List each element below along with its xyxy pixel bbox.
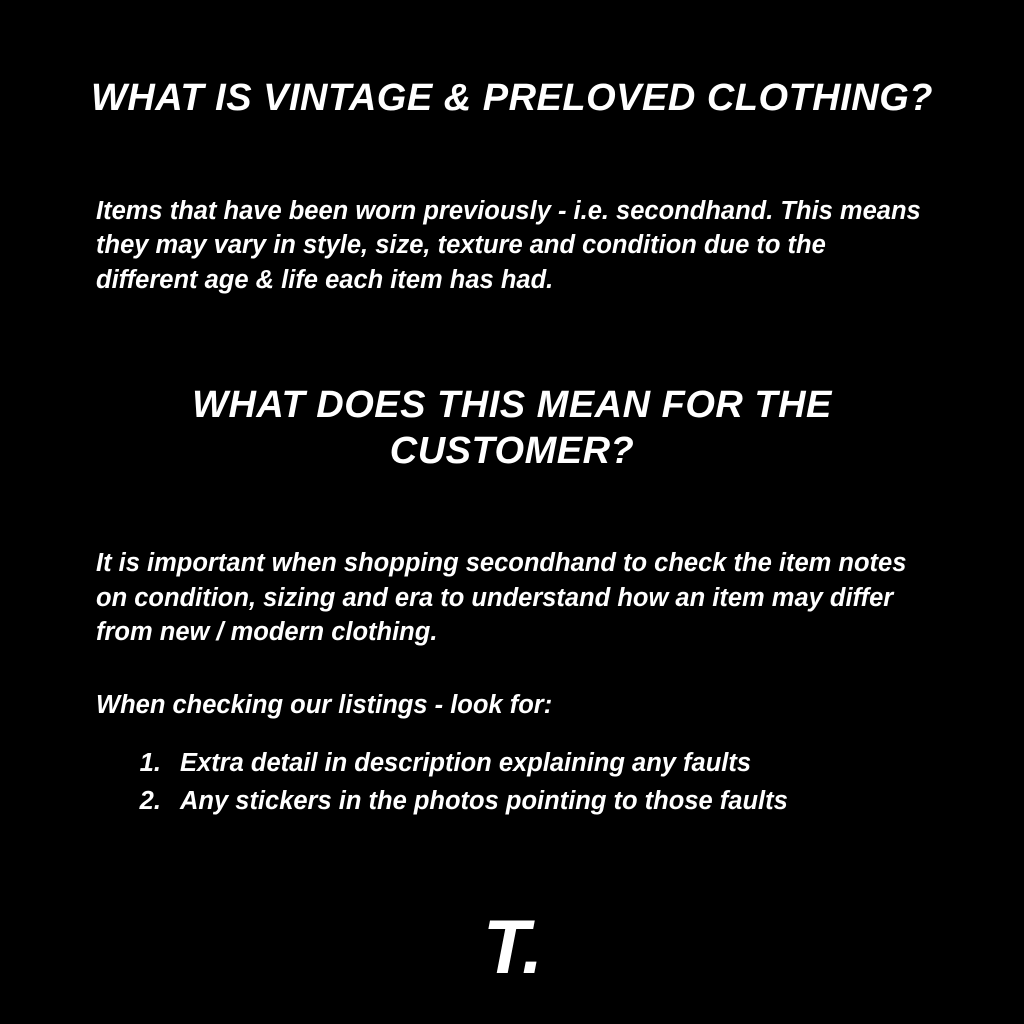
customer-guidance-paragraph: It is important when shopping secondhand to check the item notes on condition, sizing and era to understand how an item may differ from new / modern clothing. xyxy=(96,549,907,647)
brand-logo xyxy=(0,904,1024,990)
page-title: WHAT IS VINTAGE & PRELOVED CLOTHING? xyxy=(90,77,934,119)
definition-paragraph: Items that have been worn previously - i.e. secondhand. This means they may vary in style, size, texture and condition due to the different age & life each item has had. xyxy=(96,196,921,294)
list-item: 2. Any stickers in the photos pointing to those faults xyxy=(168,782,984,820)
logo-text: T. xyxy=(483,904,541,990)
listings-prompt-paragraph: When checking our listings - look for: xyxy=(96,690,553,719)
section-heading-customer: WHAT DOES THIS MEAN FOR THE CUSTOMER? xyxy=(192,384,832,472)
list-item: 1. Extra detail in description explaining any faults xyxy=(168,744,984,782)
fault-check-list xyxy=(0,722,1024,821)
